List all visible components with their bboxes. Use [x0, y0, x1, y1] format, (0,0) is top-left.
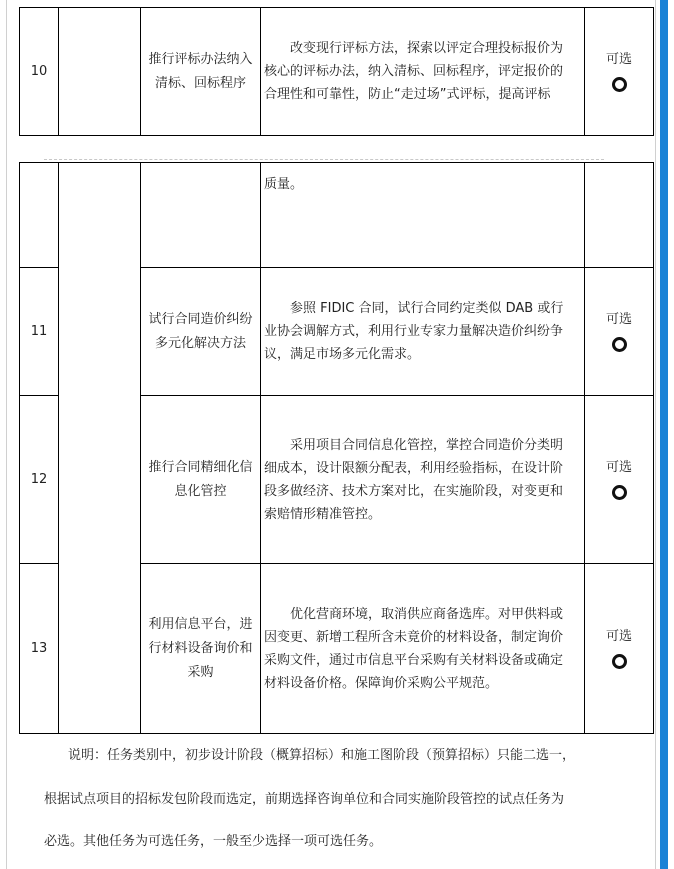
- task-description-cell: [261, 8, 585, 136]
- row-number-cell: [20, 268, 59, 396]
- circle-option-icon: [612, 77, 627, 92]
- note-line: 必选。其他任务为可选任务，一般至少选择一项可选任务。: [44, 834, 383, 849]
- option-label: 可选: [605, 51, 632, 67]
- task-name-line: 采购: [187, 664, 214, 680]
- page-border-right: [655, 0, 656, 869]
- desc-line: 参照 FIDIC 合同，试行合同约定类似 DAB 或行: [290, 301, 564, 316]
- note-line: 说明：任务类别中，初步设计阶段（概算招标）和施工图阶段（预算招标）只能二选一，: [68, 748, 576, 763]
- row-number: 12: [30, 472, 48, 487]
- desc-line: 质量。: [264, 177, 304, 192]
- circle-option-icon: [612, 337, 627, 352]
- option-cell: [585, 396, 654, 564]
- row-number: 11: [30, 324, 48, 339]
- circle-option-icon: [612, 654, 627, 669]
- task-name-line: 行材料设备询价和: [148, 640, 253, 656]
- task-table-part-1: [19, 7, 654, 136]
- option-cell: [585, 8, 654, 136]
- desc-line: 议，满足市场多元化需求。: [264, 347, 421, 362]
- task-name-cell: [141, 163, 261, 268]
- scrollbar-accent-bar[interactable]: [660, 0, 668, 869]
- task-name-line: 利用信息平台，进: [148, 616, 253, 632]
- desc-line: 采用项目合同信息化管控，掌控合同造价分类明: [290, 437, 564, 453]
- category-cell: [59, 8, 141, 136]
- page-border-left: [6, 0, 7, 869]
- task-description-cell: [261, 396, 585, 564]
- desc-line: 业协会调解方式，利用行业专家力量解决造价纠纷争: [264, 324, 564, 339]
- task-name-line: 多元化解决方法: [154, 335, 246, 351]
- option-label: 可选: [605, 459, 632, 475]
- desc-line: 细成本，设计限额分配表，利用经验指标，在设计阶: [264, 460, 564, 476]
- note-line: 根据试点项目的招标发包阶段而选定，前期选择咨询单位和合同实施阶段管控的试点任务为: [44, 792, 565, 807]
- task-name-cell: [141, 268, 261, 396]
- desc-line: 合理性和可靠性，防止“走过场”式评标，提高评标: [264, 87, 551, 102]
- task-name-cell: [141, 564, 261, 734]
- page-break-line: [44, 159, 604, 160]
- row-number-cell: [20, 396, 59, 564]
- row-number: 10: [30, 64, 48, 79]
- task-description-cell: [261, 564, 585, 734]
- desc-line: 因变更、新增工程所含未竟价的材料设备，制定询价: [264, 629, 564, 645]
- option-cell: [585, 564, 654, 734]
- task-name-line: 清标、回标程序: [154, 75, 246, 91]
- category-cell: [59, 163, 141, 734]
- row-number: 13: [30, 641, 48, 656]
- circle-option-icon: [612, 485, 627, 500]
- option-cell: [585, 163, 654, 268]
- task-name-line: 推行评标办法纳入: [148, 51, 253, 67]
- row-number-cell: [20, 8, 59, 136]
- task-table-part-2: [19, 162, 654, 734]
- task-description-cell: [261, 268, 585, 396]
- desc-line: 采购文件，通过市信息平台采购有关材料设备或确定: [264, 652, 564, 668]
- task-name-line: 试行合同造价纠纷: [148, 311, 253, 327]
- table-row: [20, 163, 654, 268]
- desc-line: 材料设备价格。保障询价采购公平规范。: [264, 675, 499, 691]
- row-number-cell: [20, 163, 59, 268]
- desc-line: 优化营商环境，取消供应商备选库。对甲供料或: [290, 606, 564, 622]
- desc-line: 改变现行评标方法，探索以评定合理投标报价为: [290, 41, 564, 56]
- table-row: [20, 8, 654, 136]
- task-name-line: 推行合同精细化信: [148, 459, 253, 475]
- desc-line: 核心的评标办法，纳入清标、回标程序，评定报价的: [264, 64, 564, 79]
- task-name-line: 息化管控: [174, 483, 227, 499]
- desc-line: 段多做经济、技术方案对比，在实施阶段，对变更和: [264, 483, 564, 499]
- option-label: 可选: [605, 311, 632, 327]
- task-description-cell: [261, 163, 585, 268]
- desc-line: 索赔情形精准管控。: [264, 506, 382, 522]
- option-cell: [585, 268, 654, 396]
- task-name-cell: [141, 8, 261, 136]
- option-label: 可选: [605, 628, 632, 644]
- row-number-cell: [20, 564, 59, 734]
- task-name-cell: [141, 396, 261, 564]
